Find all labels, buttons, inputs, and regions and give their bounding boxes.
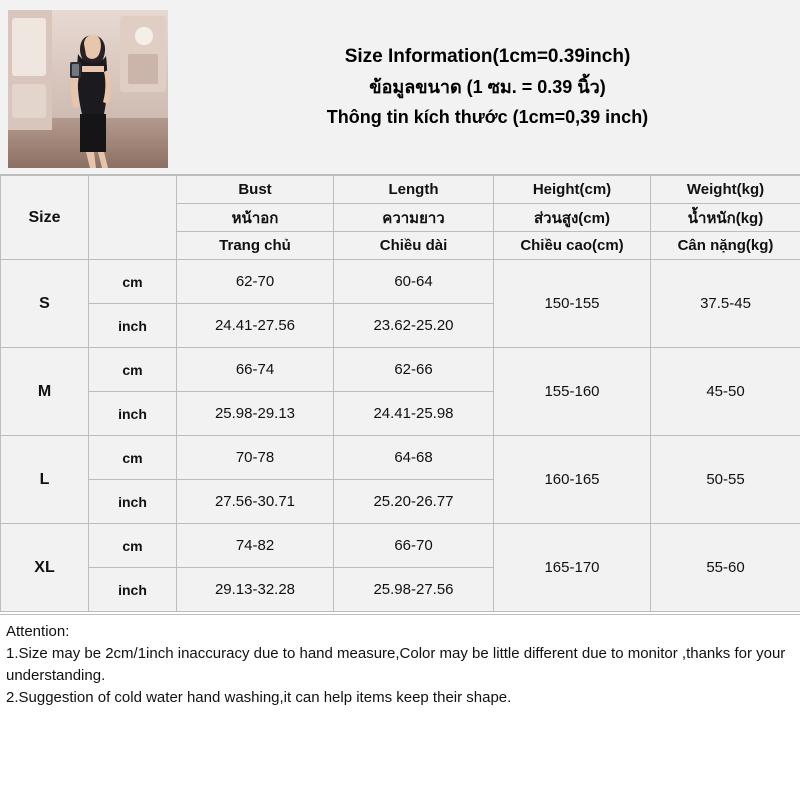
row-height: 155-160 [494,348,651,436]
row-bust-inch: 27.56-30.71 [177,480,334,524]
attention-block [0,614,800,800]
header-height-vi: Chiều cao(cm) [494,232,651,260]
header-length-vi: Chiều dài [334,232,494,260]
header-length-th: ความยาว [334,204,494,232]
row-size-s: S [1,260,89,348]
row-length-cm: 64-68 [334,436,494,480]
row-weight: 55-60 [651,524,800,612]
row-bust-cm: 74-82 [177,524,334,568]
row-unit-inch: inch [89,568,177,612]
table-header-row-en [1,176,800,204]
row-weight: 50-55 [651,436,800,524]
row-bust-cm: 70-78 [177,436,334,480]
row-size-m: M [1,348,89,436]
header-height-th: ส่วนสูง(cm) [494,204,651,232]
attention-heading: Attention: [6,623,70,640]
header-weight-vi: Cân nặng(kg) [651,232,800,260]
attention-line-1: 1.Size may be 2cm/1inch inaccuracy due to hand measure,Color may be little different due to monitor ,thanks for your understanding. [6,645,786,684]
row-length-inch: 24.41-25.98 [334,392,494,436]
header-bust-th: หน้าอก [177,204,334,232]
table-row [1,260,800,304]
size-table [0,175,800,612]
product-photo [8,10,168,168]
row-bust-cm: 66-74 [177,348,334,392]
row-bust-cm: 62-70 [177,260,334,304]
row-length-cm: 62-66 [334,348,494,392]
row-height: 165-170 [494,524,651,612]
row-unit-cm: cm [89,260,177,304]
row-length-inch: 23.62-25.20 [334,304,494,348]
header-length-en: Length [334,176,494,204]
row-size-xl: XL [1,524,89,612]
row-height: 160-165 [494,436,651,524]
row-length-cm: 66-70 [334,524,494,568]
row-bust-inch: 24.41-27.56 [177,304,334,348]
header-height-en: Height(cm) [494,176,651,204]
row-length-cm: 60-64 [334,260,494,304]
title-line-en: Size Information(1cm=0.39inch) [344,46,631,67]
title-line-th: ข้อมูลขนาด (1 ซม. = 0.39 นิ้ว) [369,77,606,97]
row-unit-cm: cm [89,348,177,392]
header-bust-vi: Trang chủ [177,232,334,260]
header-weight-th: น้ำหนัก(kg) [651,204,800,232]
row-bust-inch: 29.13-32.28 [177,568,334,612]
row-length-inch: 25.98-27.56 [334,568,494,612]
attention-line-2: 2.Suggestion of cold water hand washing,it can help items keep their shape. [6,689,512,706]
row-height: 150-155 [494,260,651,348]
row-length-inch: 25.20-26.77 [334,480,494,524]
header [0,0,800,175]
header-size: Size [1,176,89,260]
row-unit-inch: inch [89,480,177,524]
header-weight-en: Weight(kg) [651,176,800,204]
row-unit-inch: inch [89,304,177,348]
row-unit-cm: cm [89,524,177,568]
row-weight: 37.5-45 [651,260,800,348]
row-unit-inch: inch [89,392,177,436]
row-weight: 45-50 [651,348,800,436]
table-row [1,348,800,392]
table-row [1,524,800,568]
title-line-vi: Thông tin kích thước (1cm=0,39 inch) [326,107,649,127]
header-bust-en: Bust [177,176,334,204]
title-block [175,0,800,174]
row-bust-inch: 25.98-29.13 [177,392,334,436]
table-row [1,436,800,480]
row-size-l: L [1,436,89,524]
row-unit-cm: cm [89,436,177,480]
header-unit-spacer [89,176,177,260]
